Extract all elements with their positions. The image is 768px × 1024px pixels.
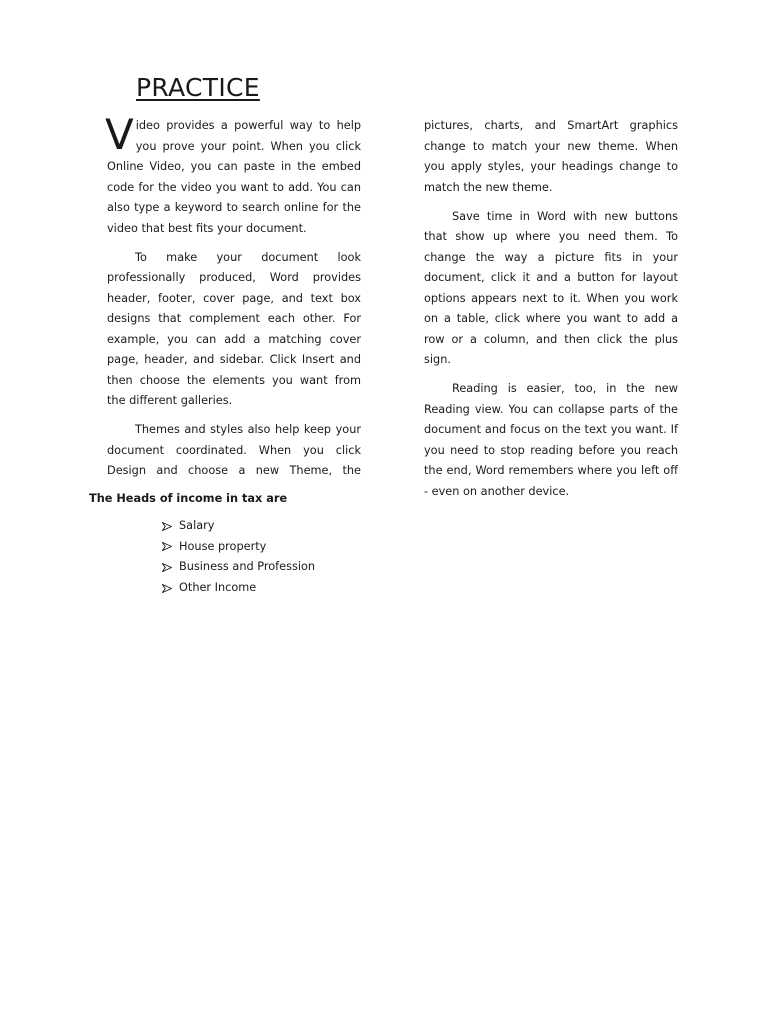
page-title: PRACTICE: [136, 73, 260, 102]
right-column: [424, 116, 678, 502]
paragraph-save-time: Save time in Word with new buttons that show up where you need them. To change the way a picture fits in your document, click it and a button for layout options appears next to it. When you work on a table, click where you want to add a row or a column, and then click the plus sign.: [424, 209, 678, 366]
list-item-label: Other Income: [179, 580, 257, 594]
paragraph-themes: Themes and styles also help keep your document coordinated. When you click Design and choose a new Theme, the: [107, 423, 361, 477]
heads-title: The Heads of income in tax are: [89, 492, 288, 505]
paragraph-video: [105, 110, 361, 239]
arrow-bullet-icon: [162, 563, 173, 572]
arrow-bullet-icon: [162, 542, 173, 551]
list-item: [162, 516, 315, 537]
list-item-label: Business and Profession: [179, 560, 316, 574]
arrow-bullet-icon: [162, 584, 173, 593]
heads-list: [162, 516, 315, 598]
left-column: [105, 110, 361, 482]
drop-cap: V: [105, 110, 134, 159]
list-item-label: Salary: [179, 519, 215, 532]
list-item: [162, 578, 315, 599]
paragraph-reading: Reading is easier, too, in the new Reading view. You can collapse parts of the document and focus on the text you want. If you need to stop reading before you reach the end, Word remembers where you left off - even on another device.: [424, 382, 678, 498]
arrow-bullet-icon: [162, 522, 173, 531]
paragraph-pictures: pictures, charts, and SmartArt graphics change to match your new theme. When you apply styles, your headings change to match the new theme.: [424, 119, 678, 194]
paragraph-professional: To make your document look professionally produced, Word provides header, footer, cover page, and text box designs that complement each other. For example, you can add a matching cover page, header, and sidebar. Click Insert and then choose the elements you want from the different galleries.: [107, 250, 361, 407]
list-item-label: House property: [179, 539, 267, 553]
list-item: [162, 557, 315, 578]
paragraph-video-text: ideo provides a powerful way to help you prove your point. When you click Online Video, you can paste in the embed code for the video you want to add. You can also type a keyword to search online for the video that best fits your document.: [107, 119, 361, 235]
list-item: [162, 537, 315, 558]
